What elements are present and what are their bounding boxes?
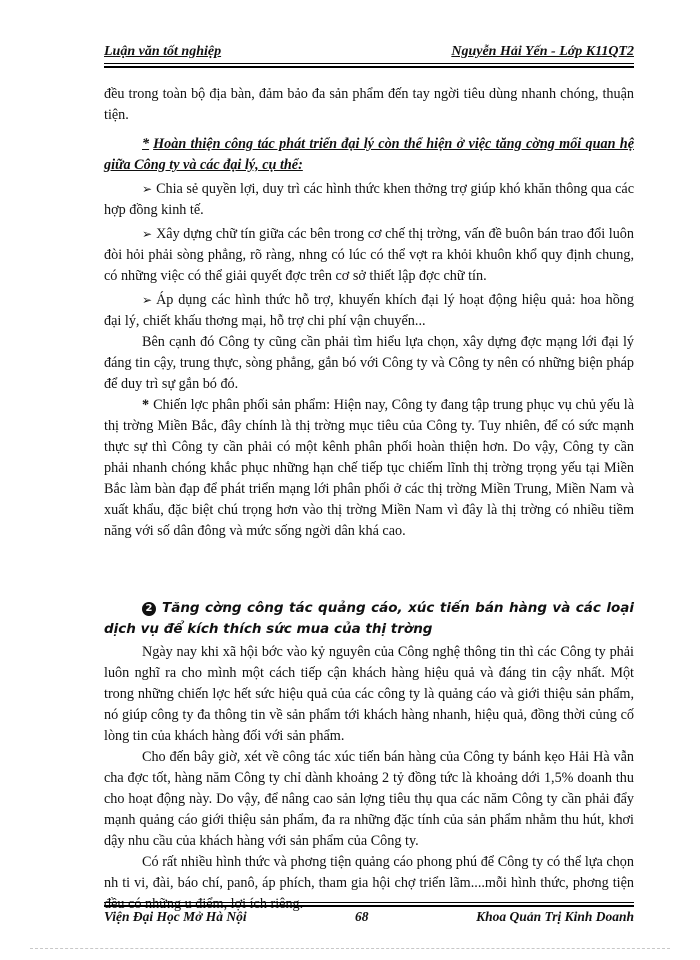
sub-heading-text: Hoàn thiện công tác phát triển đại lý còn thể hiện ở việc tăng cờng mối quan hệ giữa Công ty và các đại lý, cụ thể:	[104, 136, 634, 173]
header-thesis-title: Luận văn tốt nghiệp	[104, 44, 222, 59]
page-body	[104, 84, 634, 915]
paragraph-distribution-strategy	[104, 395, 634, 542]
paragraph-text: Chiến lợc phân phối sản phẩm: Hiện nay, Công ty đang tập trung phục vụ chủ yếu là thị trờng Miền Bắc, đây chính là thị trờng mục tiêu của Công ty. Tuy nhiên, để có sức mạnh thực sự thì Công ty cần phải có một kênh phân phối hoàn thiện hơn. Do vậy, Công ty cần phải nhanh chóng khắc phục những hạn chế tiếp tục chiếm lĩnh thị trờng trọng yếu tại Miền Bắc làm bàn đạp để phát triển mạng lới phân phối ở các thị trờng Miền Trung, Miền Nam và xuất khẩu, đặc biệt chú trọng hơn vào thị trờng Miền Nam vì đây là thị trờng có nhiều tiềm năng với số dân đông và mức sống ngời dân khá cao.	[104, 397, 634, 539]
page-number: 68	[355, 909, 369, 924]
paragraph-advertising-1: Ngày nay khi xã hội bớc vào kỷ nguyên của Công nghệ thông tin thì các Công ty phải luôn nghĩ ra cho mình một cách tiếp cận khách hàng hiệu quả và đáng tin cậy nhất. Một trong những chiến lợc hết sức hiệu quả của các công ty là quảng cáo và giới thiệu sản phẩm, nó giúp công ty đa thông tin về sản phẩm tới khách hàng nhanh, hiệu quả, đồng thời củng cố lòng tin của khách hàng đối với sản phẩm.	[104, 644, 634, 744]
sub-heading-agent-development	[104, 134, 634, 176]
bullet-text: Chia sẻ quyền lợi, duy trì các hình thức khen thởng trợ giúp khó khăn thông qua các hợp đồng kinh tế.	[104, 181, 634, 218]
section-heading-text: Tăng cờng công tác quảng cáo, xúc tiến bán hàng và các loại dịch vụ để kích thích sức mua của thị trờng	[104, 600, 634, 637]
bullet-text: Áp dụng các hình thức hỗ trợ, khuyến khích đại lý hoạt động hiệu quả: hoa hồng đại lý, chiết khấu thơng mại, hỗ trợ chi phí vận chuyển...	[104, 292, 634, 329]
bullet-item	[104, 224, 634, 287]
arrow-bullet-icon: ➢	[142, 227, 153, 241]
page-break-line	[30, 948, 670, 949]
bullet-item	[104, 179, 634, 221]
paragraph-advertising-2: Cho đến bây giờ, xét về công tác xúc tiến bán hàng của Công ty bánh kẹo Hải Hà vẫn cha đợc tốt, hàng năm Công ty chỉ dành khoảng 2 tỷ đồng tức là khoảng dới 1,5% doanh thu cho hoạt động này. Do vậy, để nâng cao sản lợng tiêu thụ qua các năm Công ty cần phải đẩy mạnh quảng cáo giới thiệu sản phẩm, đa ra những đặc tính của sản phẩm nhằm thu hút, khơi dậy nhu cầu của khách hàng với sản phẩm của Công ty.	[104, 749, 634, 849]
section-spacer	[104, 542, 634, 598]
header-author: Nguyễn Hải Yến - Lớp K11QT2	[451, 44, 634, 59]
arrow-bullet-icon: ➢	[142, 182, 153, 196]
bullet-text: Xây dựng chữ tín giữa các bên trong cơ chế thị trờng, vấn đề buôn bán trao đổi luôn đòi hỏi phải sòng phẳng, rõ ràng, nhng có lúc có thể vợt ra khỏi khuôn khổ quy định chung, có những việc có thể giải quyết đợc trên cơ sở thiết lập đợc chữ tín.	[104, 226, 634, 284]
circled-number-icon: 2	[142, 602, 156, 616]
bullet-item	[104, 290, 634, 332]
footer-rule	[104, 902, 634, 907]
section-heading-advertising	[104, 598, 634, 640]
asterisk-icon: *	[142, 136, 150, 152]
arrow-bullet-icon: ➢	[142, 293, 153, 307]
header-rule	[104, 63, 634, 68]
footer-institution: Viện Đại Học Mở Hà Nội	[104, 909, 247, 924]
asterisk-icon: *	[142, 397, 150, 413]
paragraph-advertising-3: Có rất nhiều hình thức và phơng tiện quảng cáo phong phú để Công ty có thể lựa chọn nh ti vi, đài, báo chí, panô, áp phích, tham gia hội chợ triển lãm....mỗi hình thức, phơng tiện đều có những u điểm, lợi ích riêng.	[104, 854, 634, 912]
paragraph-continuation: đều trong toàn bộ địa bàn, đảm bảo đa sản phẩm đến tay ngời tiêu dùng nhanh chóng, thuận tiện.	[104, 86, 634, 123]
footer-faculty: Khoa Quản Trị Kinh Doanh	[476, 909, 634, 924]
paragraph-network: Bên cạnh đó Công ty cũng cần phải tìm hiểu lựa chọn, xây dựng đợc mạng lới đại lý đáng tin cậy, trung thực, sòng phẳng, gắn bó với Công ty và Công ty nên có những biện pháp để duy trì sự gắn bó đó.	[104, 334, 634, 392]
